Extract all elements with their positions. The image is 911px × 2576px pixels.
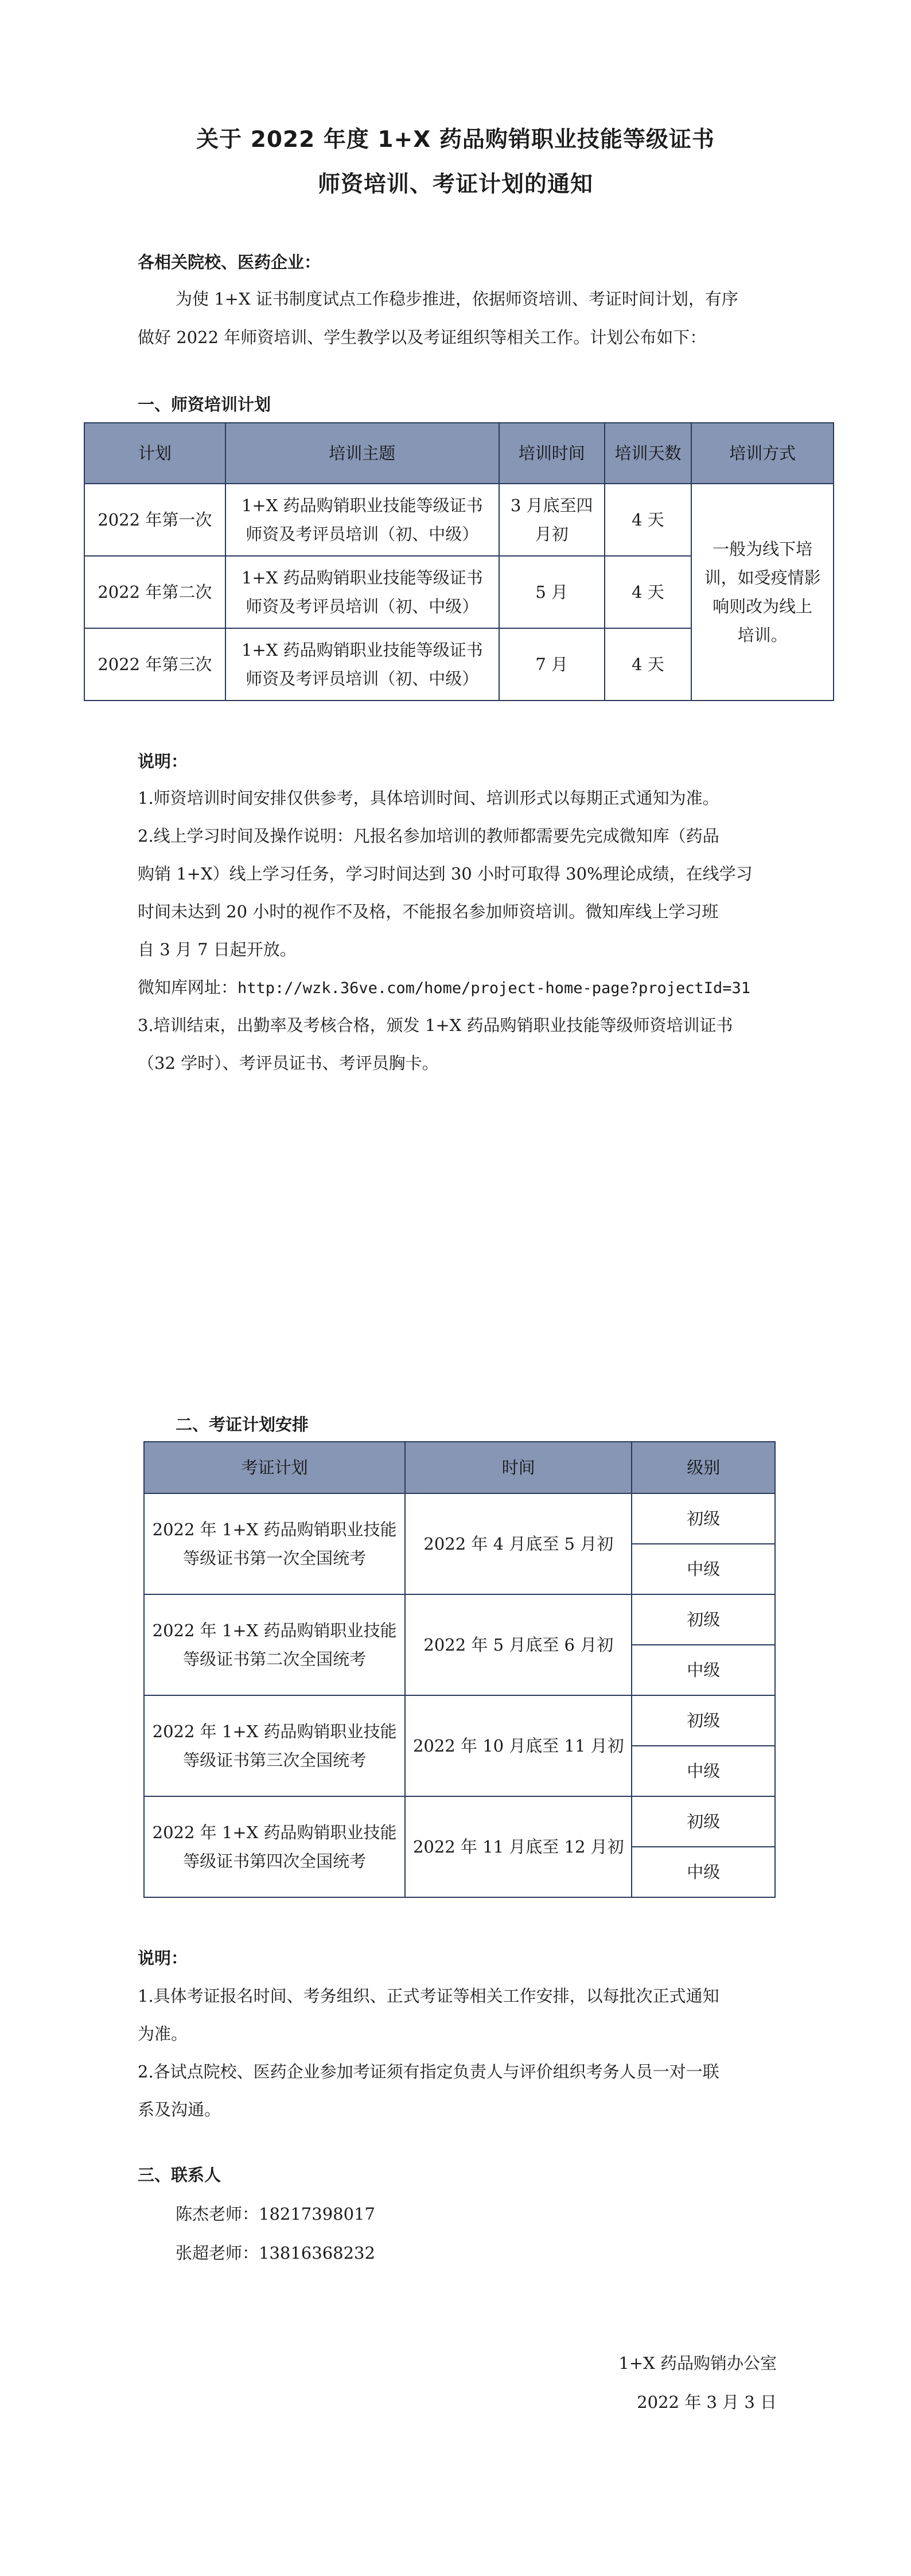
topic-cell: 1+X 药品购销职业技能等级证书 师资及考评员培训（初、中级） — [225, 484, 499, 556]
exam-time-cell: 2022 年 10 月底至 11 月初 — [405, 1695, 632, 1796]
note2-1-line1: 1.具体考证报名时间、考务组织、正式考证等相关工作安排，以每批次正式通知 — [138, 1986, 719, 2006]
level-cell: 初级 — [632, 1594, 775, 1645]
time-cell: 5 月 — [499, 556, 605, 628]
table-row — [84, 484, 834, 556]
table-row — [144, 1493, 775, 1544]
contact-zhangchao: 张超老师：13816368232 — [176, 2243, 375, 2263]
note1-1: 1.师资培训时间安排仅供参考，具体培训时间、培训形式以每期正式通知为准。 — [138, 788, 719, 808]
table-row — [144, 1695, 775, 1746]
exam-time-cell: 2022 年 5 月底至 6 月初 — [405, 1594, 632, 1695]
exam-plan-cell: 2022 年 1+X 药品购销职业技能 等级证书第四次全国统考 — [144, 1796, 405, 1897]
level-cell: 中级 — [632, 1544, 775, 1594]
plan-cell: 2022 年第二次 — [84, 556, 225, 628]
url-line — [138, 968, 750, 1007]
header-days: 培训天数 — [605, 423, 692, 484]
note1-3-line2: （32 学时）、考评员证书、考评员胸卡。 — [138, 1053, 439, 1073]
time-cell: 7 月 — [499, 628, 605, 701]
header-exam-plan: 考证计划 — [144, 1442, 405, 1493]
note1-2-line1: 2.线上学习时间及操作说明：凡报名参加培训的教师都需要先完成微知库（药品 — [138, 826, 719, 846]
header-topic: 培训主题 — [225, 423, 499, 484]
training-plan-table — [84, 422, 834, 701]
table-row — [144, 1594, 775, 1645]
section2-heading: 二、考证计划安排 — [176, 1415, 309, 1434]
table-row — [144, 1796, 775, 1847]
document-title-line2: 师资培训、考证计划的通知 — [317, 172, 593, 197]
notes2-heading: 说明： — [138, 1948, 188, 1968]
level-cell: 初级 — [632, 1796, 775, 1847]
exam-plan-cell: 2022 年 1+X 药品购销职业技能 等级证书第二次全国统考 — [144, 1594, 405, 1695]
contacts-heading: 三、联系人 — [138, 2165, 221, 2185]
note2-1-line2: 为准。 — [138, 2024, 188, 2044]
weizhiku-link[interactable]: http://wzk.36ve.com/home/project-home-page?projectId=31 — [238, 979, 751, 997]
intro-line1: 为使 1+X 证书制度试点工作稳步推进，依据师资培训、考证时间计划，有序 — [176, 289, 738, 309]
method-cell: 一般为线下培 训，如受疫情影 响则改为线上 培训。 — [691, 484, 834, 701]
days-cell: 4 天 — [605, 484, 692, 556]
table-header-row — [84, 423, 834, 484]
level-cell: 中级 — [632, 1746, 775, 1796]
note1-2-line2: 购销 1+X）线上学习任务，学习时间达到 30 小时可取得 30%理论成绩，在线学习 — [138, 864, 753, 884]
contact-chenjie: 陈杰老师：18217398017 — [176, 2204, 375, 2224]
table-header-row — [144, 1442, 775, 1493]
days-cell: 4 天 — [605, 628, 692, 701]
note2-2-line1: 2.各试点院校、医药企业参加考证须有指定负责人与评价组织考务人员一对一联 — [138, 2062, 719, 2081]
signature-office: 1+X 药品购销办公室 — [618, 2353, 777, 2373]
notes1-heading: 说明： — [138, 752, 188, 771]
note1-2-line4: 自 3 月 7 日起开放。 — [138, 940, 297, 959]
header-level: 级别 — [632, 1442, 775, 1493]
exam-plan-table — [143, 1441, 776, 1898]
document-title-line1: 关于 2022 年度 1+X 药品购销职业技能等级证书 — [196, 127, 715, 153]
level-cell: 初级 — [632, 1493, 775, 1544]
days-cell: 4 天 — [605, 556, 692, 628]
note1-3-line1: 3.培训结束，出勤率及考核合格，颁发 1+X 药品购销职业技能等级师资培训证书 — [138, 1015, 733, 1035]
header-plan: 计划 — [84, 423, 225, 484]
plan-cell: 2022 年第一次 — [84, 484, 225, 556]
signature-date: 2022 年 3 月 3 日 — [637, 2392, 777, 2412]
topic-cell: 1+X 药品购销职业技能等级证书 师资及考评员培训（初、中级） — [225, 556, 499, 628]
level-cell: 初级 — [632, 1695, 775, 1746]
header-exam-time: 时间 — [405, 1442, 632, 1493]
exam-time-cell: 2022 年 11 月底至 12 月初 — [405, 1796, 632, 1897]
addressee: 各相关院校、医药企业： — [138, 252, 321, 272]
time-cell: 3 月底至四 月初 — [499, 484, 605, 556]
exam-plan-cell: 2022 年 1+X 药品购销职业技能 等级证书第三次全国统考 — [144, 1695, 405, 1796]
topic-cell: 1+X 药品购销职业技能等级证书 师资及考评员培训（初、中级） — [225, 628, 499, 701]
exam-plan-cell: 2022 年 1+X 药品购销职业技能 等级证书第一次全国统考 — [144, 1493, 405, 1594]
header-method: 培训方式 — [691, 423, 834, 484]
level-cell: 中级 — [632, 1645, 775, 1695]
plan-cell: 2022 年第三次 — [84, 628, 225, 701]
note1-2-line3: 时间未达到 20 小时的视作不及格，不能报名参加师资培训。微知库线上学习班 — [138, 902, 719, 921]
header-time: 培训时间 — [499, 423, 605, 484]
level-cell: 中级 — [632, 1847, 775, 1897]
section1-heading: 一、师资培训计划 — [138, 395, 271, 414]
note2-2-line2: 系及沟通。 — [138, 2100, 221, 2119]
intro-line2: 做好 2022 年师资培训、学生教学以及考证组织等相关工作。计划公布如下： — [138, 328, 707, 347]
exam-time-cell: 2022 年 4 月底至 5 月初 — [405, 1493, 632, 1594]
url-label: 微知库网址： — [138, 978, 238, 997]
